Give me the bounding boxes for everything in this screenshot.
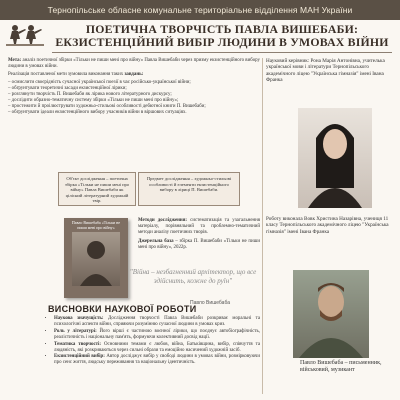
aim-text: аналіз поетичної збірки «Тільки не пиши мені про війну» Павла Вишебаби через призму екзистенційного вибору людини в умовах війни. [8,58,260,69]
book-cover-image [64,218,128,298]
source-label: Джерельна база [138,239,174,244]
conclusion-item [54,329,260,341]
title-divider [52,52,392,53]
poet-caption: Павло Вишебаба – письменник, військовий, музикант [300,360,382,373]
task-item: – обґрунтувати ідеали екзистенційного вибору учасників війни в віршових ситуаціях. [8,110,187,115]
poster-title [52,23,392,49]
conclusions-title: ВИСНОВКИ НАУКОВОЇ РОБОТИ [48,304,197,314]
conclusion-text: Основними темами є любов, війна, Батьківщина, вибір, співчуття та людяність, які розкриваються через сильні образи та емоційно насичений художній засіб. [54,341,260,353]
source-paragraph [138,239,260,251]
task-item: – розглянути творчість П. Вишебаби як лірика нового літературного дискурсу; [8,92,172,97]
object-note: Об'єкт дослідження – поетична збірка «Тільки не пиши мені про війну» Павла Вишебаби як цілісний літературний художній твір. [58,172,136,206]
supervisor-label: Науковий керівник: [266,58,310,64]
conclusion-text: Його вірші є частиною воєнної лірики, що поєднує автобіографічність, реалістичність і національну пам'ять, формуючи колективний досвід нації. [54,328,260,340]
supervisor-block [266,58,392,84]
methods-text: систематизація та узагальнення матеріалу, порівняльний та проблемно-тематичний методи аналізу поетичних творів. [138,218,260,235]
intro-section [8,58,260,116]
conclusion-text: Автор досліджує вибір у свободі людини в умовах війни, розмірковуючи про сенс життя, людську переживання та національну ідентичність. [54,354,260,366]
conclusion-text: Дослідження творчості Павла Вишебаби розкриває моральні та психологічні аспекти війни, сприяючи розумінню сучасної людини в умовах криз. [54,316,260,327]
org-header: Тернопільське обласне комунальне територіальне відділення МАН України [0,0,400,20]
aim-paragraph [8,58,260,70]
author-block: Роботу виконала Вовк Христина Назарівна, учениця 11 класу Тернопільського академічного ліцею "Українська гімназія" імені Івана Франка [266,216,389,235]
subject-note: Предмет дослідження – художньо-стильові особливості й елементи екзистенційного вибору в ліриці П. Вишебаби. [138,172,240,206]
book-cover-portrait [72,232,120,286]
student-photo [298,108,372,208]
conclusion-label: Екзистенційний вибір: [54,354,105,360]
poet-photo [293,270,369,358]
task-item: – осмислити своєрідність сучасної української поезії в час російсько-української війни; [8,80,191,85]
title-line-1: ПОЕТИЧНА ТВОРЧІСТЬ ПАВЛА ВИШЕБАБИ: [85,22,359,36]
tasks-label: завдань: [124,72,144,77]
task-item: – обґрунтувати теоретичні засади екзистенційної лірики; [8,86,127,91]
soldiers-silhouette-icon [6,22,44,46]
supervisor-text: Рона Марія Антонівна, учителька української мови і літератури Тернопільського академічного ліцею "Українська гімназія" імені Івана Франка [266,58,385,84]
conclusion-label: Роль у літературі: [54,328,97,334]
title-line-2: ЕКЗИСТЕНЦІЙНИЙ ВИБІР ЛЮДИНИ В УМОВАХ ВІЙНИ [55,35,389,49]
student-portrait-icon [298,108,372,208]
poet-portrait-icon [293,270,369,358]
conclusion-label: Тематика творчості: [54,341,102,347]
column-divider [262,58,263,394]
conclusion-label: Наукова значущість: [54,316,104,321]
aim-label: Мета: [8,58,22,63]
conclusion-item [54,342,260,354]
methods-section [138,218,260,254]
conclusion-item [54,354,260,366]
source-text: – збірка П. Вишебаби «Тільки не пиши мені про війну», 2022р. [138,239,260,250]
author-silhouette-icon [72,232,120,286]
methods-paragraph [138,218,260,236]
quote-author: Павло Вишебаба [190,300,230,306]
task-item: – дослідити образно-тематичну систему збірки «Тільки не пиши мені про війну»; [8,98,179,103]
book-cover-title: Павло Вишебаба «Тільки не пиши мені про війну» [71,220,121,230]
tasks-intro: Реалізація поставленої мети зумовила виконання таких [8,72,124,77]
tasks-intro-paragraph [8,72,260,78]
methods-label: Методи дослідження: [138,218,188,223]
conclusion-item [54,316,260,328]
conclusions-list [48,316,260,367]
task-item: – простежити й проілюструвати художньо-стильові особливості дебютної книги П. Вишебаби; [8,104,206,109]
quote-text: "Війна – незбагненний архітектор, що все здійснить, кожне до руїн" [129,268,257,285]
